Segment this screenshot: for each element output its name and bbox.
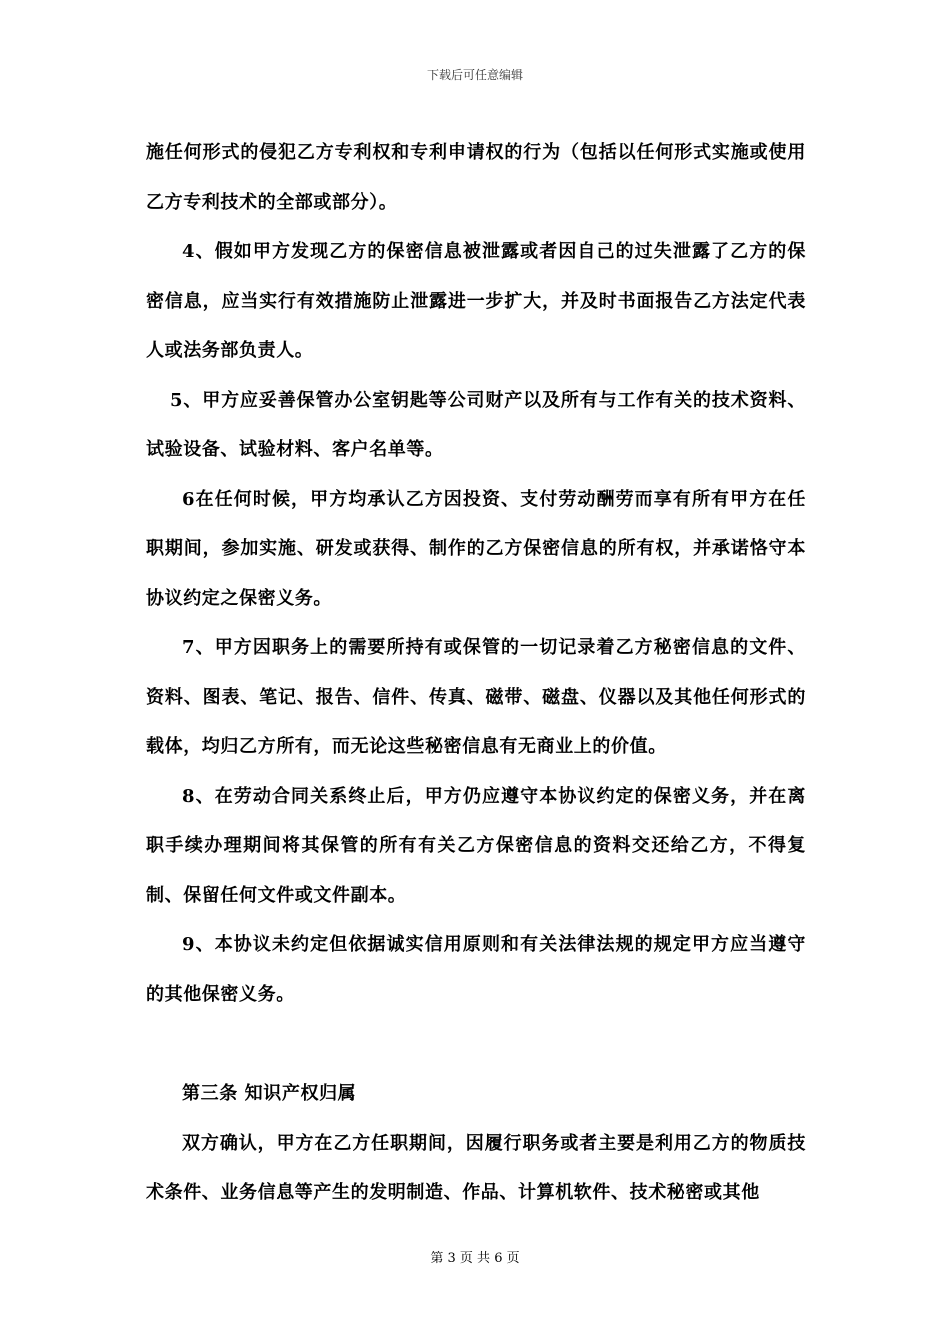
paragraph-item-7: 7、甲方因职务上的需要所持有或保管的一切记录着乙方秘密信息的文件、资料、图表、笔记、报告、信件、传真、磁带、磁盘、仪器以及其他任何形式的载体，均归乙方所有，而无论这些秘密信息有无商业上的价值。 (146, 637, 806, 757)
paragraph-continuation: 施任何形式的侵犯乙方专利权和专利申请权的行为（包括以任何形式实施或使用乙方专利技术的全部或部分）。 (146, 142, 806, 213)
paragraph-item-8: 8、在劳动合同关系终止后，甲方仍应遵守本协议约定的保密义务，并在离职手续办理期间将其保管的所有有关乙方保密信息的资料交还给乙方，不得复制、保留任何文件或文件副本。 (146, 785, 806, 906)
paragraph-item-5: 5、甲方应妥善保管办公室钥匙等公司财产以及所有与工作有关的技术资料、试验设备、试验材料、客户名单等。 (146, 389, 806, 460)
paragraph-item-4: 4、假如甲方发现乙方的保密信息被泄露或者因自己的过失泄露了乙方的保密信息，应当实行有效措施防止泄露进一步扩大，并及时书面报告乙方法定代表人或法务部负责人。 (146, 241, 806, 361)
page-footer-number: 第 3 页 共 6 页 (430, 1251, 520, 1266)
section-spacer (146, 1019, 806, 1069)
page-header-note: 下载后可任意编辑 (426, 68, 523, 82)
section-title: 第三条 知识产权归属 (182, 1083, 357, 1104)
paragraph-item-9: 9、本协议未约定但依据诚实信用原则和有关法律法规的规定甲方应当遵守的其他保密义务。 (146, 934, 806, 1005)
paragraph-item-6: 6在任何时候，甲方均承认乙方因投资、支付劳动酬劳而享有所有甲方在任职期间，参加实施、研发或获得、制作的乙方保密信息的所有权，并承诺恪守本协议约定之保密义务。 (146, 488, 806, 609)
section-body-paragraph: 双方确认，甲方在乙方任职期间，因履行职务或者主要是利用乙方的物质技术条件、业务信息等产生的发明制造、作品、计算机软件、技术秘密或其他 (146, 1132, 806, 1203)
document-body (146, 128, 806, 1218)
